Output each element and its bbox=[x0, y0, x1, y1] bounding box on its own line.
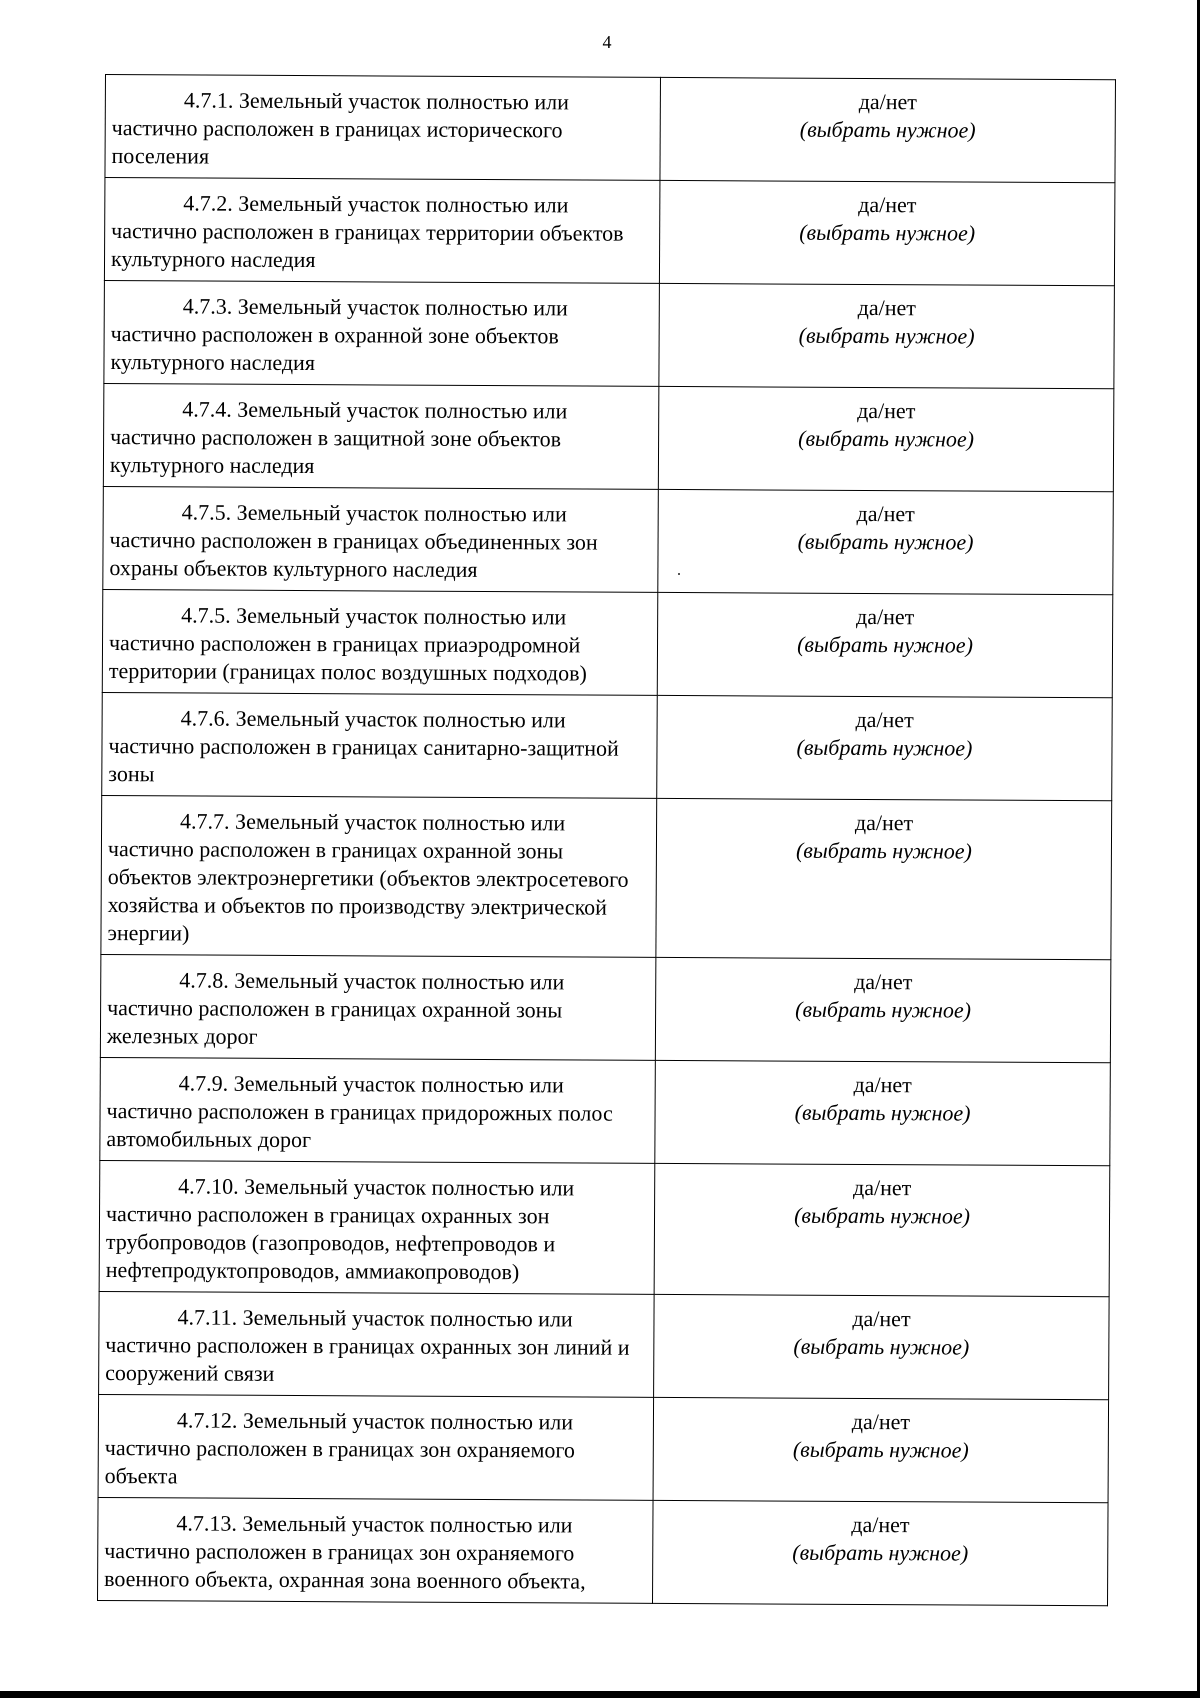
answer-options[interactable]: да/нет bbox=[852, 1305, 911, 1332]
table-row bbox=[98, 1394, 1109, 1502]
answer-hint: (выбрать нужное) bbox=[795, 837, 972, 864]
question-text: 4.7.3. Земельный участок полностью или частично расположен в охранной зоне объектов культурного наследия bbox=[104, 280, 660, 386]
answer-cell[interactable] bbox=[657, 592, 1113, 697]
scan-edge-bottom bbox=[0, 1691, 1200, 1698]
table-row bbox=[100, 1057, 1111, 1165]
question-text: 4.7.9. Земельный участок полностью или частично расположен в границах придорожных полос автомобильных дорог bbox=[100, 1057, 656, 1163]
table-row bbox=[100, 954, 1111, 1062]
answer-options[interactable]: да/нет bbox=[858, 88, 918, 115]
table-row bbox=[102, 692, 1113, 800]
answer-hint: (выбрать нужное) bbox=[792, 1539, 969, 1566]
answer-cell[interactable] bbox=[655, 1060, 1111, 1165]
question-text: 4.7.2. Земельный участок полностью или частично расположен в границах территории объектов культурного наследия bbox=[104, 178, 660, 284]
table-row bbox=[104, 280, 1115, 388]
table-row bbox=[105, 75, 1116, 183]
answer-options[interactable]: да/нет bbox=[855, 603, 915, 630]
table-row bbox=[99, 1291, 1110, 1399]
answer-options[interactable]: да/нет bbox=[855, 706, 914, 733]
answer-options[interactable]: да/нет bbox=[854, 809, 914, 836]
table-row bbox=[103, 383, 1114, 491]
question-text: 4.7.11. Земельный участок полностью или частично расположен в границах охранных зон линий и сооружений связи bbox=[99, 1291, 655, 1397]
page-number: 4 bbox=[602, 32, 612, 52]
question-text: 4.7.1. Земельный участок полностью или частично расположен в границах исторического поселения bbox=[105, 75, 661, 181]
table-row bbox=[99, 1160, 1110, 1296]
answer-cell[interactable] bbox=[657, 695, 1113, 800]
answer-hint: (выбрать нужное) bbox=[797, 631, 974, 658]
question-text: 4.7.5. Земельный участок полностью или частично расположен в границах приаэродромной территории (границах полос воздушных подходов) bbox=[102, 589, 658, 695]
answer-options[interactable]: да/нет bbox=[857, 294, 916, 321]
answer-hint: (выбрать нужное) bbox=[794, 1202, 971, 1229]
answer-options[interactable]: да/нет bbox=[851, 1408, 911, 1435]
answer-options[interactable]: да/нет bbox=[854, 968, 913, 995]
answer-cell[interactable] bbox=[655, 957, 1111, 1062]
answer-options[interactable]: да/нет bbox=[856, 500, 915, 527]
answer-cell[interactable] bbox=[652, 1500, 1108, 1605]
answer-cell[interactable] bbox=[659, 283, 1115, 388]
answer-cell[interactable] bbox=[654, 1294, 1110, 1399]
answer-cell[interactable] bbox=[654, 1163, 1110, 1296]
table-row bbox=[98, 1497, 1109, 1605]
answer-cell[interactable] bbox=[658, 386, 1114, 491]
answer-hint: (выбрать нужное) bbox=[795, 996, 972, 1023]
answer-hint: (выбрать нужное) bbox=[796, 734, 973, 761]
question-text: 4.7.4. Земельный участок полностью или частично расположен в защитной зоне объектов культурного наследия bbox=[103, 383, 659, 489]
table-row bbox=[101, 795, 1112, 959]
answer-options[interactable]: да/нет bbox=[857, 397, 916, 424]
answer-options[interactable]: да/нет bbox=[852, 1174, 912, 1201]
answer-cell[interactable] bbox=[653, 1397, 1109, 1502]
answer-hint: (выбрать нужное) bbox=[792, 1436, 969, 1463]
table-row bbox=[104, 178, 1115, 286]
question-text: 4.7.5. Земельный участок полностью или частично расположен в границах объединенных зон охраны объектов культурного наследия bbox=[103, 486, 659, 592]
table-row bbox=[102, 589, 1113, 697]
answer-hint: (выбрать нужное) bbox=[798, 322, 975, 349]
question-text: 4.7.6. Земельный участок полностью или частично расположен в границах санитарно-защитной зоны bbox=[102, 692, 658, 798]
answer-hint: (выбрать нужное) bbox=[799, 219, 976, 246]
answer-options[interactable]: да/нет bbox=[858, 191, 917, 218]
land-plot-questions-table bbox=[97, 74, 1116, 1606]
scan-speck bbox=[678, 573, 680, 575]
answer-hint: (выбрать нужное) bbox=[794, 1099, 971, 1126]
answer-cell[interactable] bbox=[656, 798, 1112, 959]
answer-options[interactable]: да/нет bbox=[851, 1511, 910, 1538]
question-text: 4.7.13. Земельный участок полностью или частично расположен в границах зон охраняемого военного объекта, охранная зона военного объекта, bbox=[98, 1497, 654, 1603]
question-text: 4.7.12. Земельный участок полностью или частично расположен в границах зон охраняемого объекта bbox=[98, 1394, 654, 1500]
question-text: 4.7.7. Земельный участок полностью или частично расположен в границах охранной зоны объектов электроэнергетики (объектов электросетевого хозяйства и объектов по производству электрической энергии) bbox=[101, 795, 657, 957]
answer-hint: (выбрать нужное) bbox=[799, 116, 976, 143]
answer-cell[interactable] bbox=[659, 180, 1115, 285]
answer-options[interactable]: да/нет bbox=[853, 1071, 912, 1098]
answer-cell[interactable] bbox=[660, 77, 1116, 182]
question-text: 4.7.8. Земельный участок полностью или частично расположен в границах охранной зоны железных дорог bbox=[100, 954, 656, 1060]
answer-cell[interactable] bbox=[658, 489, 1114, 594]
question-text: 4.7.10. Земельный участок полностью или частично расположен в границах охранных зон трубопроводов (газопроводов, нефтепроводов и нефтепродуктопроводов, аммиакопроводов) bbox=[99, 1160, 655, 1294]
answer-hint: (выбрать нужное) bbox=[793, 1333, 970, 1360]
table-row bbox=[103, 486, 1114, 594]
answer-hint: (выбрать нужное) bbox=[797, 528, 974, 555]
answer-hint: (выбрать нужное) bbox=[798, 425, 975, 452]
